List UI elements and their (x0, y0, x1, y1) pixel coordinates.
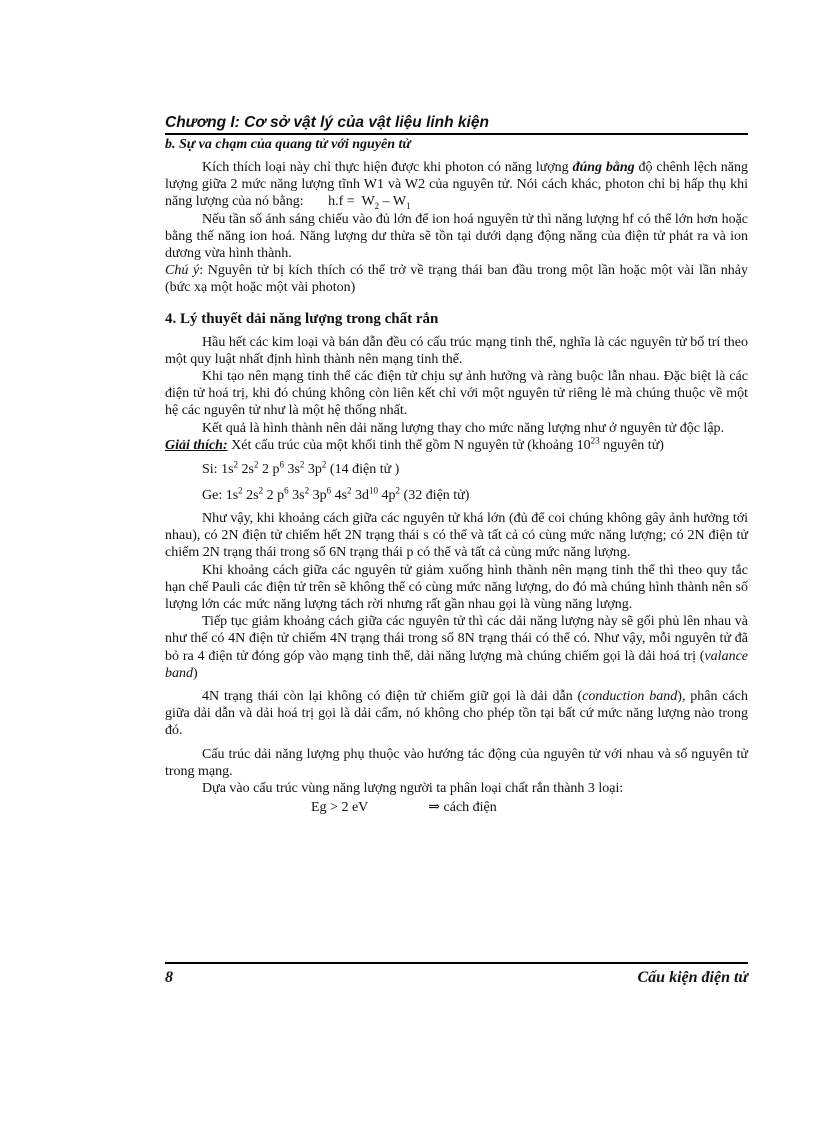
book-title: Cấu kiện điện tử (637, 969, 748, 986)
note-text: : Nguyên tử bị kích thích có thể trở về trạng thái ban đầu trong một lần hoặc một vài lần nhảy (bức xạ một hoặc một vài photon) (165, 263, 748, 296)
paragraph-8: Tiếp tục giảm khoảng cách giữa các nguyên tử thì các dải năng lượng này sẽ gối phủ lên nhau và như thế có 4N điện tử chiếm 4N trạng thái trong số 8N trạng thái có thể có. Như vậy, mỗi nguyên tử đã bỏ ra 4 điện tử đóng góp vào mạng tinh thể, dải năng lượng mà chúng chiếm gọi là dải hoá trị (valance band) (165, 614, 748, 681)
paragraph-9: 4N trạng thái còn lại không có điện tử chiếm giữ gọi là dải dẫn (conduction band), phân cách giữa dải dẫn và dải hoá trị gọi là dải cấm, nó không cho phép tồn tại bất cứ mức năng lượng nào trong đó. (165, 689, 748, 739)
equation-sub2: 2 (374, 201, 380, 212)
paragraph-4: Khi tạo nên mạng tinh thể các điện tử chịu sự ảnh hưởng và ràng buộc lẫn nhau. Đặc biệt là các điện tử hoá trị, khi đó chúng không còn liên kết chỉ với một nguyên tử riêng lẻ mà chúng thuộc về một hệ các nguyên tử như là một hệ thống nhất. (165, 369, 748, 419)
page-number: 8 (165, 969, 173, 986)
page-footer (165, 962, 748, 986)
paragraph-1 (165, 159, 748, 211)
note-label: Chú ý (165, 263, 200, 279)
subsection-title: b. Sự va chạm của quang tử với nguyên tử (165, 137, 411, 152)
equation-sub1: 1 (406, 201, 411, 212)
explanation-tail: nguyên tử) (599, 437, 664, 453)
paragraph-10: Cấu trúc dải năng lượng phụ thuộc vào hướng tác động của nguyên tử với nhau và số nguyên tử trong mạng. (165, 746, 748, 779)
explanation-text: Xét cấu trúc của một khối tinh thể gồm N nguyên tử (khoảng 10 (227, 437, 591, 453)
paragraph-5: Kết quả là hình thành nên dải năng lượng thay cho mức năng lượng như ở nguyên tử độc lập. (202, 420, 725, 436)
si-configuration: Si: $1s^2$ $2s^2$ 2 $p^6$ $3s^2$ $3p^2$ (14 điện tử ) (202, 459, 400, 478)
equation-w: W (361, 194, 375, 210)
equation-lhs: h.f = (328, 194, 355, 210)
paragraph-7: Khi khoảng cách giữa các nguyên tử giảm xuống hình thành nên mạng tinh thể thì theo quy tắc hạn chế Pauli các điện tử trên sẽ không thể có cùng mức năng lượng, do đó mà chúng hình thành nên số lượng lớn các mức năng lượng tách rời nhưng rất gần nhau gọi là vùng năng lượng. (165, 562, 748, 613)
ge-configuration: Ge: $1s^2$ $2s^2$ 2 $p^6$ $3s^2$ $3p^6$ $4s^2$ $3d^{10}$ $4p^2$ (32 điện tử) (202, 485, 470, 504)
explanation-paragraph (165, 437, 748, 454)
p1-text-b: độ chênh lệch năng lượng giữa 2 mức năng lượng tĩnh W1 và W2 của nguyên tử. Nói cách khác, photon chỉ bị hấp thụ khi năng lượng của nó bằng: (165, 160, 748, 210)
classification-line (311, 799, 748, 816)
valance-band-term: valance band (165, 648, 748, 681)
paragraph-6: Như vậy, khi khoảng cách giữa các nguyên tử khá lớn (đủ để coi chúng không gây ảnh hưởng tới nhau), có 2N điện tử chiếm hết 2N trạng thái s có thể và tất cả có cùng mức năng lượng; có 2N điện tử chiếm 2N trạng thái trong số 6N trạng thái p có thể và tất cả cùng mức năng lượng. (165, 511, 748, 561)
p1-text-a: Kích thích loại này chỉ thực hiện được khi photon có năng lượng (202, 160, 573, 175)
section-4-title: 4. Lý thuyết dải năng lượng trong chất rắn (165, 310, 439, 327)
equation-minus-w: – W (382, 194, 407, 210)
paragraph-3: Hầu hết các kim loại và bán dẫn đều có cấu trúc mạng tinh thể, nghĩa là các nguyên tử bố trí theo một quy luật nhất định hình thành nên mạng tinh thể. (165, 334, 748, 367)
insulator-result: ⇒ cách điện (428, 800, 497, 816)
paragraph-11: Dựa vào cấu trúc vùng năng lượng người ta phân loại chất rắn thành 3 loại: (202, 781, 624, 797)
eg-condition: Eg > 2 eV (311, 800, 369, 816)
document-page (165, 108, 748, 816)
chapter-header: Chương I: Cơ sở vật lý của vật liệu linh kiện (165, 114, 748, 135)
paragraph-2: Nếu tần số ánh sáng chiếu vào đủ lớn để ion hoá nguyên tử thì năng lượng hf có thể lớn hơn hoặc bằng thế năng ion hoá. Năng lượng dư thừa sẽ tồn tại dưới dạng động năng của điện tử phát ra và ion dương vừa hình thành. (165, 211, 748, 262)
explanation-exp: 23 (590, 435, 600, 446)
p1-bold: đúng bằng (572, 160, 635, 175)
note-paragraph (165, 262, 748, 296)
explanation-label: Giải thích: (165, 437, 228, 453)
conduction-band-term: conduction band (582, 689, 678, 705)
